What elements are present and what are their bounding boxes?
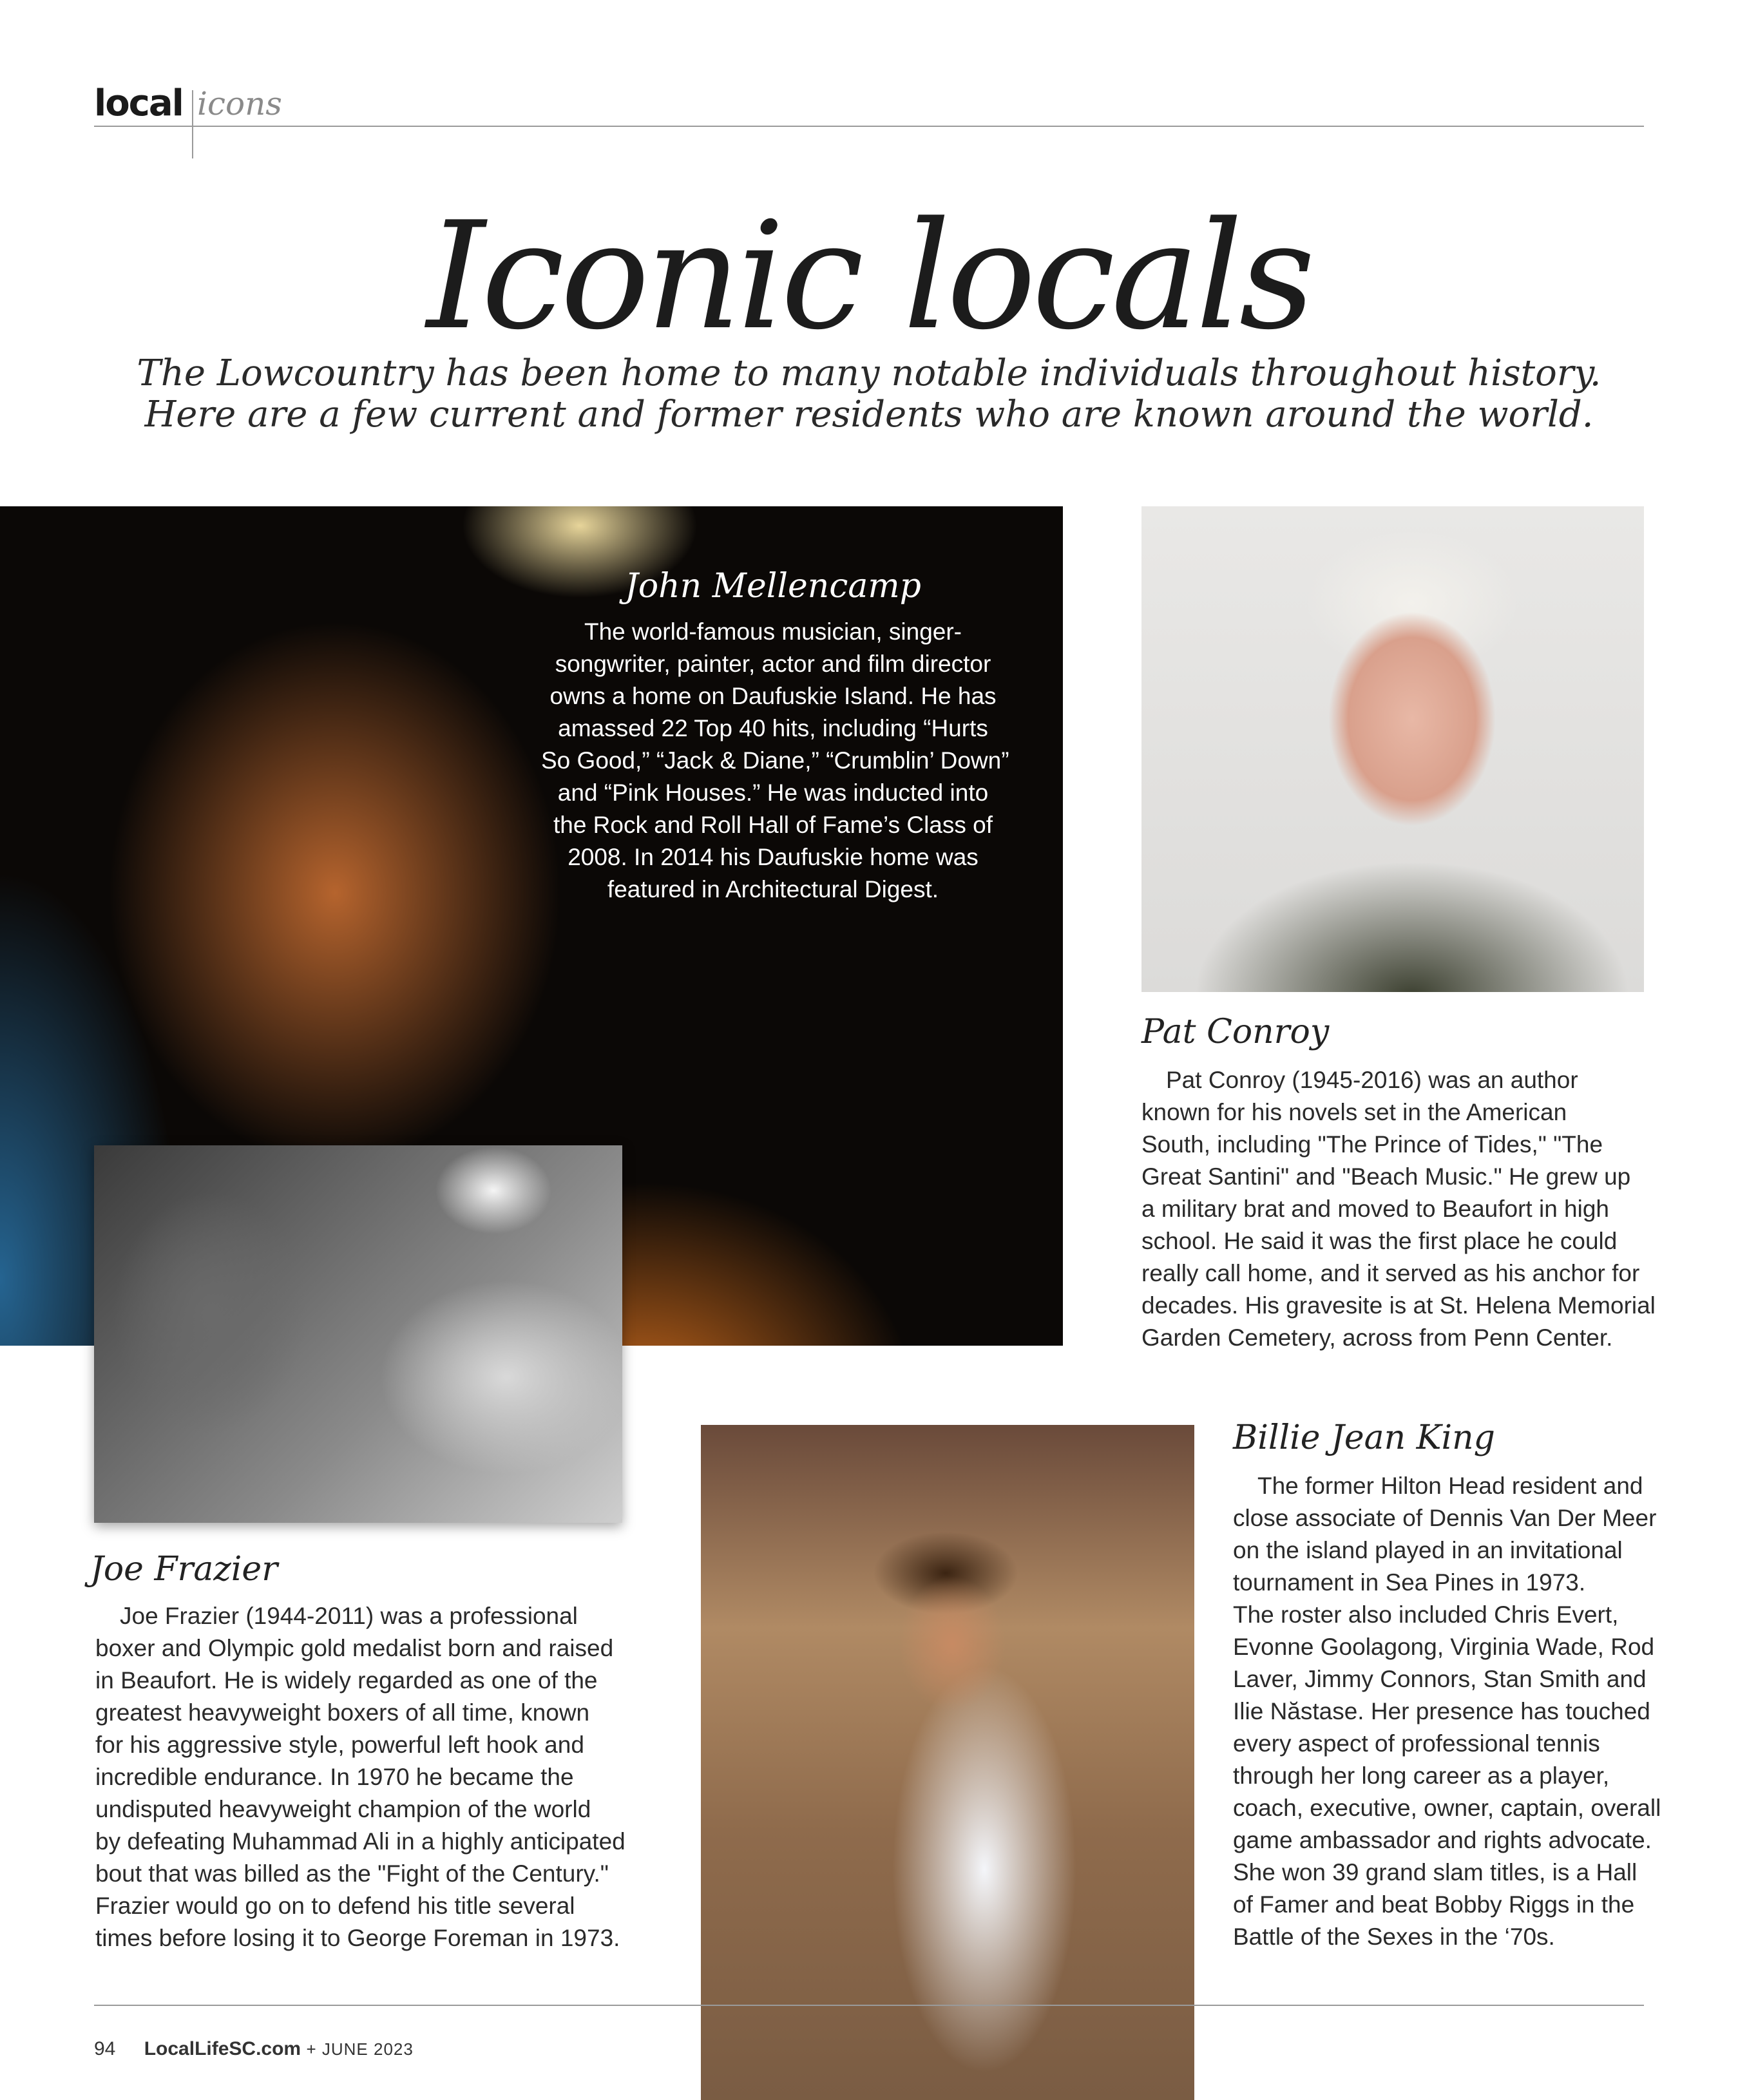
- body-line: Evonne Goolagong, Virginia Wade, Rod: [1233, 1634, 1655, 1660]
- body-line: known for his novels set in the American: [1141, 1099, 1567, 1125]
- body-line: through her long career as a player,: [1233, 1762, 1610, 1789]
- body-line: a military brat and moved to Beaufort in high: [1141, 1196, 1609, 1222]
- body-line: of Famer and beat Bobby Riggs in the: [1233, 1891, 1635, 1918]
- section-header: [94, 82, 282, 124]
- body-line: every aspect of professional tennis: [1233, 1730, 1600, 1757]
- body-line: The world-famous musician, singer-: [584, 618, 962, 645]
- body-line: So Good,” “Jack & Diane,” “Crumblin’ Down”: [541, 747, 1009, 774]
- king-body: [1233, 1470, 1661, 1953]
- conroy-body: [1141, 1064, 1656, 1354]
- body-line: coach, executive, owner, captain, overall: [1233, 1795, 1661, 1821]
- body-line: tournament in Sea Pines in 1973.: [1233, 1569, 1586, 1596]
- page-footer: [94, 2038, 414, 2060]
- section-label: icons: [197, 85, 282, 122]
- body-line: The former Hilton Head resident and: [1257, 1473, 1643, 1499]
- body-line: really call home, and it served as his anchor for: [1141, 1260, 1640, 1286]
- body-line: and “Pink Houses.” He was inducted into: [557, 779, 989, 806]
- frazier-photo: [94, 1145, 622, 1523]
- conroy-photo: [1141, 506, 1644, 992]
- body-line: Pat Conroy (1945-2016) was an author: [1166, 1067, 1578, 1093]
- body-line: South, including "The Prince of Tides," "The: [1141, 1131, 1603, 1158]
- body-line: Laver, Jimmy Connors, Stan Smith and: [1233, 1666, 1647, 1692]
- header-divider: [192, 90, 193, 158]
- body-line: bout that was billed as the "Fight of the Century.": [95, 1860, 609, 1887]
- king-name: Billie Jean King: [1233, 1418, 1495, 1457]
- deck-line: The Lowcountry has been home to many notable individuals throughout history.: [137, 352, 1601, 394]
- body-line: Garden Cemetery, across from Penn Center.: [1141, 1324, 1613, 1351]
- footer-issue: + JUNE 2023: [306, 2039, 414, 2059]
- body-line: She won 39 grand slam titles, is a Hall: [1233, 1859, 1638, 1885]
- footer-site: LocalLifeSC.com: [144, 2038, 301, 2059]
- body-line: Joe Frazier (1944-2011) was a professional: [120, 1603, 578, 1629]
- body-line: songwriter, painter, actor and film director: [555, 651, 991, 677]
- body-line: owns a home on Daufuskie Island. He has: [549, 683, 997, 709]
- body-line: by defeating Muhammad Ali in a highly anticipated: [95, 1828, 625, 1855]
- body-line: the Rock and Roll Hall of Fame’s Class of: [553, 812, 993, 838]
- body-line: Battle of the Sexes in the ‘70s.: [1233, 1923, 1555, 1950]
- page-title: Iconic locals: [426, 191, 1312, 363]
- frazier-body: [95, 1600, 625, 1954]
- body-line: amassed 22 Top 40 hits, including “Hurts: [558, 715, 988, 741]
- mellencamp-name: John Mellencamp: [625, 567, 921, 606]
- body-line: 2008. In 2014 his Daufuskie home was: [568, 844, 979, 870]
- body-line: The roster also included Chris Evert,: [1233, 1601, 1619, 1628]
- king-photo: [701, 1425, 1194, 2100]
- body-line: in Beaufort. He is widely regarded as one of the: [95, 1667, 598, 1694]
- frazier-name: Joe Frazier: [90, 1550, 278, 1589]
- header-rule: [94, 126, 1644, 127]
- body-line: featured in Architectural Digest.: [607, 876, 939, 902]
- body-line: decades. His gravesite is at St. Helena Memorial: [1141, 1292, 1656, 1319]
- mellencamp-body: [541, 616, 1009, 906]
- conroy-name: Pat Conroy: [1141, 1013, 1330, 1051]
- body-line: incredible endurance. In 1970 he became the: [95, 1764, 574, 1790]
- body-line: Great Santini" and "Beach Music." He grew up: [1141, 1163, 1631, 1190]
- body-line: greatest heavyweight boxers of all time, known: [95, 1699, 590, 1726]
- page-deck: [0, 353, 1738, 435]
- body-line: Ilie Năstase. Her presence has touched: [1233, 1698, 1650, 1724]
- page-number: 94: [94, 2038, 116, 2059]
- body-line: close associate of Dennis Van Der Meer: [1233, 1505, 1657, 1531]
- deck-line: Here are a few current and former residents who are known around the world.: [144, 394, 1594, 435]
- footer-rule: [94, 2005, 1644, 2006]
- body-line: for his aggressive style, powerful left hook and: [95, 1732, 584, 1758]
- body-line: school. He said it was the first place he could: [1141, 1228, 1618, 1254]
- body-line: boxer and Olympic gold medalist born and raised: [95, 1635, 614, 1661]
- body-line: on the island played in an invitational: [1233, 1537, 1623, 1563]
- body-line: undisputed heavyweight champion of the world: [95, 1796, 591, 1822]
- body-line: Frazier would go on to defend his title several: [95, 1893, 575, 1919]
- body-line: times before losing it to George Foreman in 1973.: [95, 1925, 620, 1951]
- section-brand: local: [94, 82, 183, 124]
- body-line: game ambassador and rights advocate.: [1233, 1827, 1652, 1853]
